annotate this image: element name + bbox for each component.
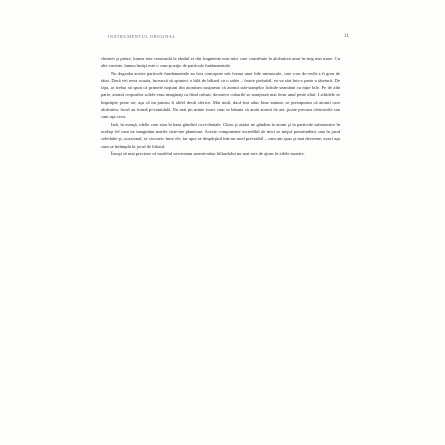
page-number: 11 xyxy=(343,33,349,39)
running-head: INSTRUMENTUL ORIGINAL xyxy=(108,34,176,39)
paragraph: Însuşi să mai precizez că modelul newtonian asemă-nător biliardului nu mai este de ajuns în zilele noastre. xyxy=(111,150,305,156)
paragraph: Iată, în esenţă, ideile care stau la baza gândirii occi-dentale. Chiar şi astăzi ne gândim la atomi şi la particule subatomice în acelaşi fel cum ne imaginăm marile siste-me planetare. Aceste componente incredibil de mici se mişcă pretutindeni, una în jurul celeilalte şi, ocazional, se ciocnesc între ele, iar apoi se despărţind într-un mod previzibil – cum am spus şi mai devreme, exact aşa cum se întâmplă în jocul de biliard. xyxy=(101,121,340,149)
paragraph: Nu degeaba aceste particule fundamentale au fost concepute sub forma unor bile minuscule, care s-au do-vedit a fi greu de tăiat. Dacă vei avea ocazia, încearcă să spinteci o bilă de biliard cu o sabie – foarte probabil, ea va sări într-o parte a tăieturii. De fapt, ar trebui să spun că primele noţiuni din atomism susţineau că atomii sub-stanţelor lichide seamănă cu niţte bile. Pe de altă parte, atomii corpurilor solide erau imaginaţi ca fiind cuburi, deoarece cuburile se aranjează mai ferm unul peste altul. Lichidele se împrăştie peste tot, aşa că nu puteau fi altfel decât sferice. Mai mult, dacă îmi aduc bine aminte, se presupunea că atomii care alcătuiesc focul au formă pi-ramidală. Nu mai ţin minte exact cum se bănuia că arată atomii de aer, poate precum clenciurile sau cam aşa ceva. xyxy=(101,70,340,120)
body-text xyxy=(101,55,340,157)
paragraph: chimiei şi pietre, lumea este construită la rândul ei din fragmente mai mici care contribuie la alcătuirea unui în-treg mai mare. Cu alte cuvinte, lumea însăşi este o com-poziţie de particule fundamentale. xyxy=(101,56,340,69)
